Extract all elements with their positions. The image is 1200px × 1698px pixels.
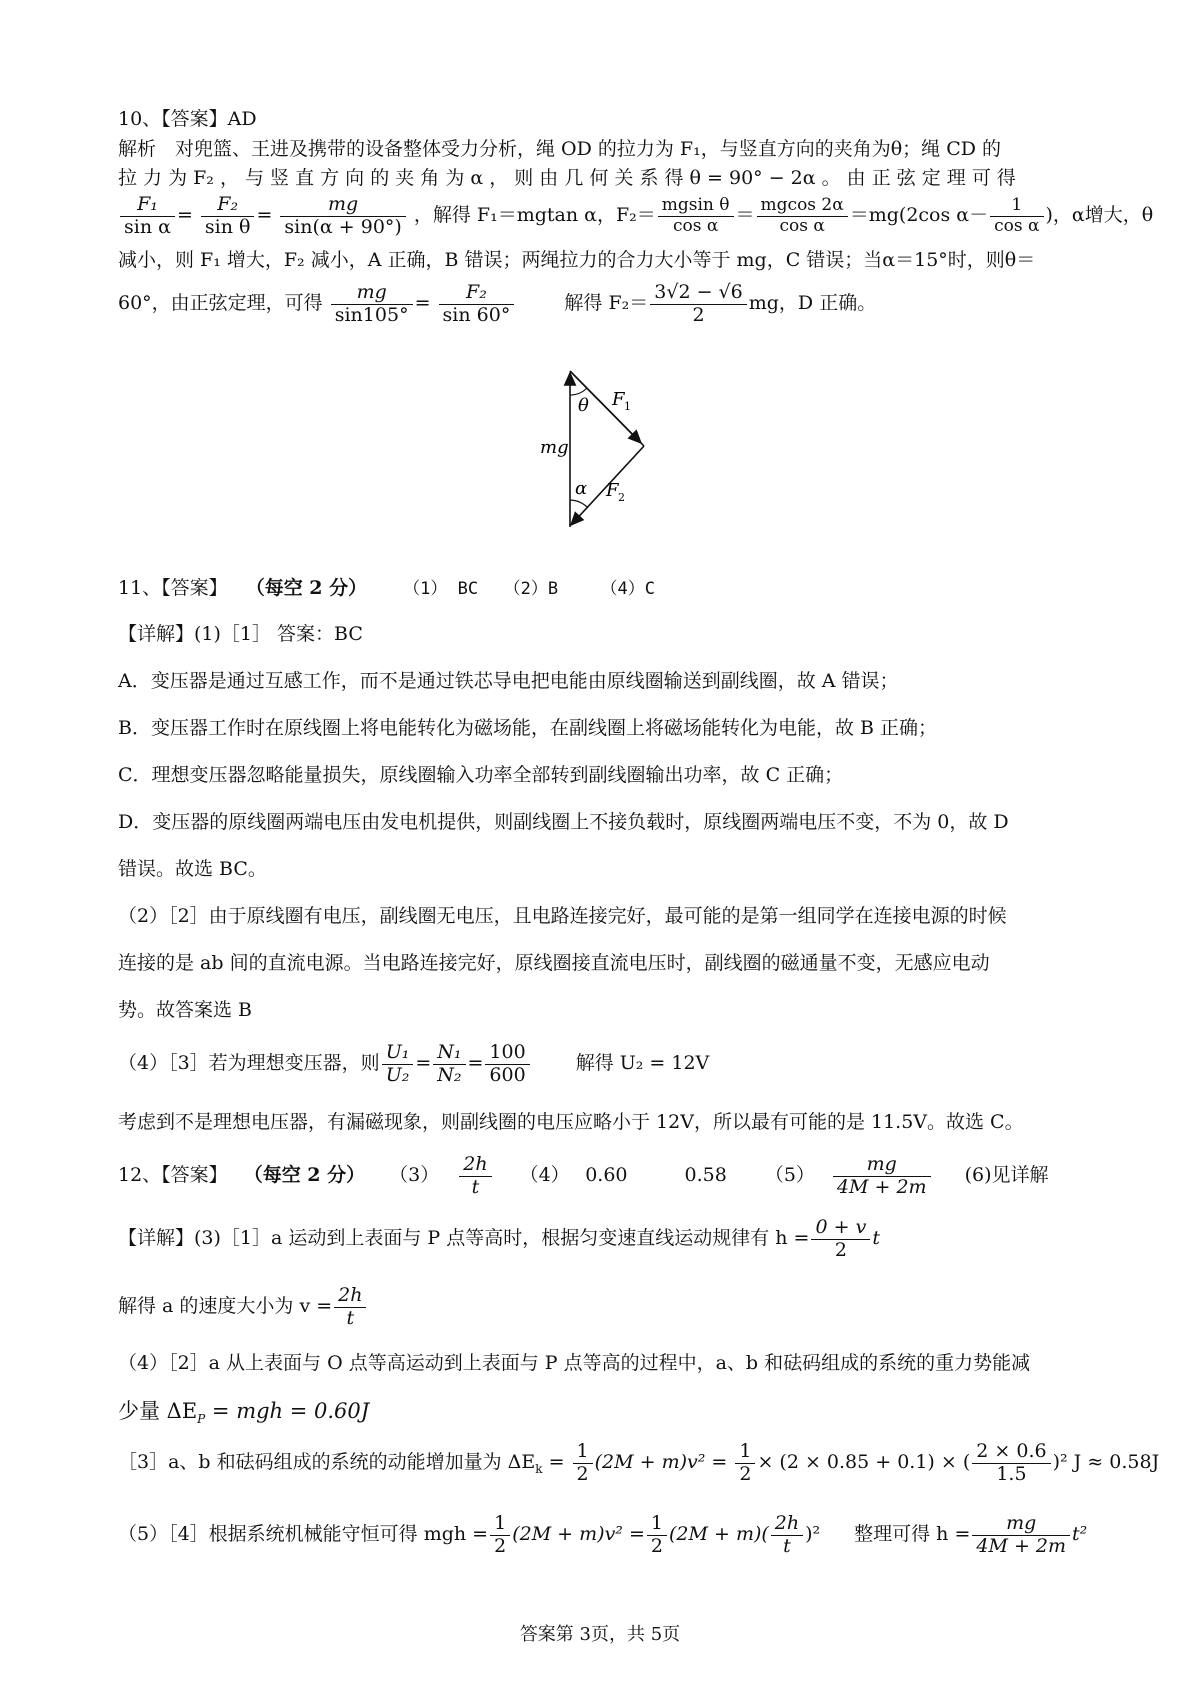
q10-line3: $\frac{\text{F₁}}{\text{sin α}}$ = $\frac{\text{F₂}}{\text{sin θ}}$ = $\frac{mg}{\sin(\alpha + 90^\circ)}$ ，解得 F₁＝mgtan α，F₂＝ $\frac{\text{mgsin θ}}{\text{cos α}}$ ＝ $\frac{mgcos 2\alpha}{\text{cos α}}$ ＝mg(2cos α－ $\frac{1}{\text{cos α}}$ )，α增大，θ: [118, 190, 1153, 240]
q11-score: （每空 2 分）: [245, 577, 368, 599]
q10-heading: 10、【答案】AD: [118, 108, 257, 130]
f2-label: F: [606, 480, 619, 501]
q12-detail4-value: = mgh = 0.60J: [205, 1399, 370, 1423]
q10-line3-text-f: )，α增大，θ: [1045, 204, 1154, 226]
q12-detail3-velocity-text: 解得 a 的速度大小为 v =: [118, 1295, 333, 1317]
q12-detail5-text: ［3］a、b 和砝码组成的系统的动能增加量为 ΔE: [118, 1451, 536, 1473]
fraction-f2-sin60: $\frac{\text{F₂}}{\sin 60^\circ}$: [439, 282, 515, 327]
q11-part2-line2: 连接的是 ab 间的直流电源。当电路连接完好，原线圈接直流电压时，副线圈的磁通量不变，无感应电动: [118, 952, 990, 974]
fraction-1-2-over-1-5: $\frac{2 \times 0.6}{1.5}$: [972, 1441, 1050, 1486]
theta-arc: [570, 388, 587, 395]
q12-detail4-delta-ep: 少量 ΔE: [118, 1399, 198, 1423]
q11-option-c: C．理想变压器忽略能量损失，原线圈输入功率全部转到副线圈输出功率，故 C 正确；: [118, 764, 844, 786]
f1-subscript: 1: [624, 400, 631, 413]
fraction-mg-sin105: $\frac{mg}{\sin 105^\circ}$: [331, 282, 413, 327]
q12-detail5-sub-k: k: [535, 1461, 543, 1476]
q12-detail6-expr: (2M + m)v² =: [512, 1523, 645, 1545]
fraction-half-b: $\frac{1}{2}$: [735, 1441, 755, 1486]
q11-option-a: A．变压器是通过互感工作，而不是通过铁芯导电把电能由原线圈输送到副线圈，故 A 错误；: [118, 670, 899, 692]
q11-part2-line3: 势。故答案选 B: [118, 999, 253, 1021]
q12-detail3-text: 【详解】(3)［1］a 运动到上表面与 P 点等高时，根据匀变速直线运动规律有 h =: [118, 1227, 810, 1249]
fraction-one-over-cos: $\frac{1}{\text{cos α}}$: [990, 196, 1043, 236]
q11-part4-line2: 考虑到不是理想电压器，有漏磁现象，则副线圈的电压应略小于 12V，所以最有可能的是 11.5V。故选 C。: [118, 1111, 1024, 1133]
fraction-n1-n2: $\frac{\text{N₁}}{\text{N₂}}$: [433, 1042, 465, 1087]
q11-part4-text: （4）［3］若为理想变压器，则: [118, 1052, 380, 1074]
q12-detail5-calc: × (2 × 0.85 + 0.1) × (: [757, 1451, 971, 1473]
q11-answers: （1） BC （2）B （4）C: [403, 579, 656, 599]
q12-detail5-result: )² J ≈ 0.58J: [1052, 1451, 1160, 1473]
fraction-mgcos2alpha: $\frac{mgcos 2\alpha}{\text{cos α}}$: [757, 196, 848, 236]
q11-part4-result: 解得 U₂ = 12V: [575, 1052, 710, 1074]
q10-line5-text-b: 解得 F₂＝: [564, 292, 649, 314]
q11-part2-line1: （2）［2］由于原线圈有电压，副线圈无电压，且电路连接完好，最可能的是第一组同学在连接电源的时候: [118, 905, 1007, 927]
page-footer: 答案第 3页，共 5页: [519, 1624, 681, 1645]
q12-answer5-label: （5）: [764, 1164, 815, 1186]
q10-line1: 解析 对兜篮、王进及携带的设备整体受力分析，绳 OD 的拉力为 F₁，与竖直方向的夹角为θ；绳 CD 的: [118, 138, 1002, 160]
fraction-mg-4m2m-b: $\frac{mg}{4M + 2m}$: [972, 1513, 1070, 1558]
q12-score: （每空 2 分）: [243, 1164, 366, 1186]
q12-heading-text: 12、【答案】: [118, 1164, 228, 1186]
fraction-2h-t-v: $\frac{2h}{t}$: [334, 1285, 366, 1330]
q10-line3-text-d: ＝mg(2cos α－: [849, 204, 989, 226]
q10-line5-text-a: 60°，由正弦定理，可得: [118, 292, 323, 314]
q10-line2: 拉 力 为 F₂ ， 与 竖 直 方 向 的 夹 角 为 α ， 则 由 几 何 关 系 得 θ = 90° − 2α 。 由 正 弦 定 理 可 得: [118, 167, 1016, 189]
q12-detail3-line1: [118, 1210, 880, 1266]
alpha-label: α: [575, 478, 588, 499]
q10-line3-text-a: ，解得 F₁＝mgtan α，F₂＝: [413, 204, 656, 226]
q11-part4-line1: （4）［3］若为理想变压器，则 $\frac{\text{U₁}}{\text{U₂}}$ = $\frac{\text{N₁}}{\text{N₂}}$ = $\frac{100}{600}$ 解得 U₂ = 12V: [118, 1040, 710, 1086]
q12-detail4-line1: （4）［2］a 从上表面与 O 点等高运动到上表面与 P 点等高的过程中，a、b 和砝码组成的系统的重力势能减: [118, 1352, 1031, 1374]
q11-option-d-line1: D．变压器的原线圈两端电压由发电机提供，则副线圈上不接负载时，原线圈两端电压不变，不为 0，故 D: [118, 811, 1009, 833]
q12-answer4: （4） 0.60 0.58: [519, 1164, 727, 1186]
q12-detail3-line2: [118, 1278, 368, 1334]
q10-line4: 减小，则 F₁ 增大，F₂ 减小，A 正确，B 错误；两绳拉力的合力大小等于 mg，C 错误；当α＝15°时，则θ＝: [118, 249, 1036, 271]
q12-detail6-expr2: (2M + m)(: [668, 1523, 769, 1545]
q10-line5: 60°，由正弦定理，可得 $\frac{mg}{\sin 105^\circ}$ = $\frac{\text{F₂}}{\sin 60^\circ}$ 解得 F₂＝ $\frac{3√2 - √6}{2}$ mg，D 正确。: [118, 280, 877, 326]
theta-label: θ: [578, 395, 589, 416]
fraction-2h-t-c: $\frac{2h}{t}$: [771, 1513, 803, 1558]
q11-option-d-line2: 错误。故选 BC。: [118, 858, 267, 880]
f1-label: F: [612, 389, 625, 410]
fraction-100-600: $\frac{100}{600}$: [485, 1042, 529, 1087]
f2-subscript: 2: [618, 491, 625, 504]
q12-detail6-result-text: 整理可得 h =: [854, 1523, 971, 1545]
q12-detail4-sub-p: P: [197, 1412, 206, 1427]
q10-line5-text-c: mg，D 正确。: [748, 292, 877, 314]
q12-detail4-line2: [118, 1397, 369, 1433]
fraction-f1-sin-alpha: $\frac{\text{F₁}}{\text{sin α}}$: [120, 194, 175, 239]
mg-label: mg: [540, 437, 569, 458]
q12-detail6-square: )²: [805, 1523, 821, 1545]
q12-detail5-expr: (2M + m)v² =: [594, 1451, 734, 1473]
q11-heading-text: 11、【答案】: [118, 577, 228, 599]
q11-option-b: B．变压器工作时在原线圈上将电能转化为磁场能，在副线圈上将磁场能转化为电能，故 B 正确；: [118, 717, 938, 739]
q12-detail3-t: t: [872, 1227, 880, 1249]
force-triangle-diagram: [540, 365, 670, 535]
fraction-mgsin-theta: $\frac{\text{mgsin θ}}{\text{cos α}}$: [658, 196, 734, 236]
q11-detail-1: 【详解】(1)［1］ 答案：BC: [118, 623, 363, 645]
q12-detail6-t2: t²: [1072, 1523, 1088, 1545]
fraction-half-a: $\frac{1}{2}$: [573, 1441, 593, 1486]
q11-heading: [118, 574, 655, 603]
fraction-half-c: $\frac{1}{2}$: [490, 1513, 510, 1558]
fraction-3root2-root6: $\frac{3√2 - √6}{2}$: [650, 282, 746, 327]
q12-detail6-line: [118, 1506, 1087, 1562]
fraction-2h-t: $\frac{2h}{t}$: [459, 1154, 491, 1199]
fraction-mg-4m2m: $\frac{mg}{4M + 2m}$: [833, 1154, 931, 1199]
q12-answer6: (6)见详解: [964, 1164, 1049, 1186]
q12-detail6-text: （5）［4］根据系统机械能守恒可得 mgh =: [118, 1523, 489, 1545]
fraction-f2-sin-theta: $\frac{\text{F₂}}{\text{sin θ}}$: [201, 194, 255, 239]
q12-heading: [118, 1147, 1048, 1203]
q12-detail5-line: [118, 1434, 1159, 1497]
fraction-0v-2: $\frac{0 + v}{2}$: [811, 1217, 870, 1262]
q12-detail5-eq: =: [542, 1451, 571, 1473]
q12-answer3-label: （3）: [389, 1164, 440, 1186]
alpha-arc: [570, 500, 588, 508]
fraction-mg-sin-alpha-90: $\frac{mg}{\sin(\alpha + 90^\circ)}$: [280, 194, 405, 239]
fraction-half-d: $\frac{1}{2}$: [647, 1513, 667, 1558]
fraction-u1-u2: $\frac{\text{U₁}}{\text{U₂}}$: [382, 1042, 414, 1087]
